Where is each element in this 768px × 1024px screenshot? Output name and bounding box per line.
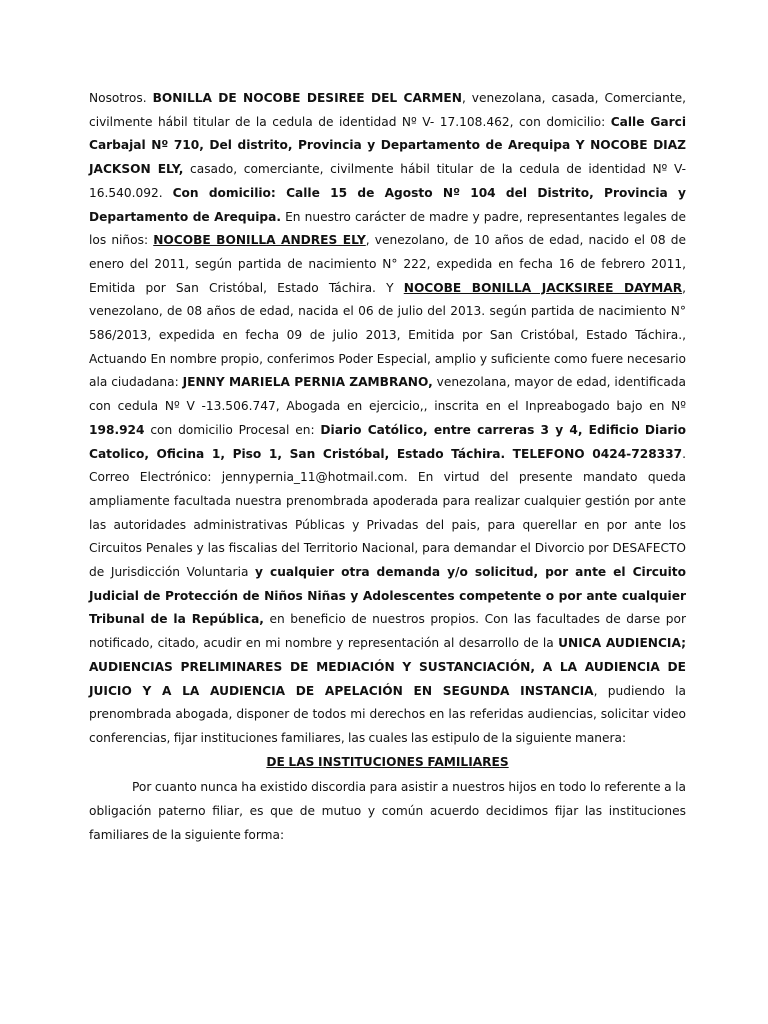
text-span: En nuestro carácter de madre y padre, representantes legales de los niños: xyxy=(89,209,687,248)
family-institutions-paragraph: Por cuanto nunca ha existido discordia para asistir a nuestros hijos en todo lo referente a la obligación paterno filiar, es que de mutuo y común acuerdo decidimos fijar las instituciones familiares de la siguiente forma: xyxy=(89,780,686,842)
text-span: . Correo Electrónico: jennypernia_11@hotmail.com. En virtud del presente mandato queda ampliamente facultada nuestra prenombrada apoderada para realizar cualquier gestión por ante las autoridades administrativas Públicas y Privadas del pais, para querellar en por ante los Circuitos Penales y las fiscalias del Territorio Nacional, para demandar el Divorcio por DESAFECTO de Jurisdicción Voluntaria xyxy=(89,446,686,580)
text-span: en beneficio de nuestros propios. Con las facultades de darse por notificado, citado, acudir en mi nombre y representación al desarrollo de la xyxy=(89,612,687,651)
hearings-clause: UNICA AUDIENCIA; AUDIENCIAS PRELIMINARES DE MEDIACIÓN Y SUSTANCIACIÓN, A LA AUDIENCIA DE JUICIO Y A LA AUDIENCIA DE APELACIÓN EN SEGUNDA INSTANCIA xyxy=(89,636,686,698)
text-span: con domicilio Procesal en: xyxy=(144,422,321,437)
attorney-name: JENNY MARIELA PERNIA ZAMBRANO, xyxy=(182,375,433,390)
first-address: Calle Garci Carbajal Nº 710, Del distrito, Provincia y Departamento de Arequipa Y NOCOBE DIAZ JACKSON ELY, xyxy=(89,114,686,177)
power-of-attorney-paragraph xyxy=(89,87,686,751)
text-span: , venezolano, de 08 años de edad, nacida el 06 de julio del 2013. según partida de nacimiento N° 586/2013, expedida en fecha 09 de julio 2013, Emitida por San Cristóbal, Estado Táchira., Actuando En nombre propio, conferimos Poder Especial, amplio y suficiente como fuere necesario ala ciudadana: xyxy=(89,280,686,390)
text-span: , venezolano, de 10 años de edad, nacido el 08 de enero del 2011, según partida de nacimiento N° 222, expedida en fecha 16 de febrero 2011, Emitida por San Cristóbal, Estado Táchira. Y xyxy=(89,233,687,295)
mother-name: BONILLA DE NOCOBE DESIREE DEL CARMEN xyxy=(152,91,462,105)
procedural-address: Diario Católico, entre carreras 3 y 4, Edificio Diario Catolico, Oficina 1, Piso 1, San Cristóbal, Estado Táchira. TELEFONO 0424-728337 xyxy=(89,422,686,461)
child-name-1: NOCOBE BONILLA ANDRES ELY xyxy=(153,233,366,248)
second-address: Con domicilio: Calle 15 de Agosto Nº 104 del Distrito, Provincia y Departamento de Arequipa. xyxy=(89,185,686,224)
text-span: , venezolana, casada, Comerciante, civilmente hábil titular de la cedula de identidad Nº V- 17.108.462, con domicilio: xyxy=(89,91,687,129)
text-span: venezolana, mayor de edad, identificada con cedula Nº V -13.506.747, Abogada en ejercicio,, inscrita en el Inpreabogado bajo en Nº xyxy=(89,375,686,414)
child-name-2: NOCOBE BONILLA JACKSIREE DAYMAR xyxy=(403,280,683,295)
text-span: , pudiendo la prenombrada abogada, disponer de todos mi derechos en las referidas audiencias, solicitar video conferencias, fijar instituciones familiares, las cuales las estipulo de la siguiente manera: xyxy=(89,683,686,745)
section-heading: DE LAS INSTITUCIONES FAMILIARES xyxy=(266,754,509,769)
text-span: casado, comerciante, civilmente hábil titular de la cedula de identidad Nº V-16.540.092. xyxy=(89,162,686,200)
scope-clause: y cualquier otra demanda y/o solicitud, por ante el Circuito Judicial de Protección de Niños Niñas y Adolescentes competente o por ante cualquier Tribunal de la República, xyxy=(89,565,686,627)
inpreabogado-number: 198.924 xyxy=(89,422,145,437)
text-span: Nosotros. xyxy=(89,91,153,105)
